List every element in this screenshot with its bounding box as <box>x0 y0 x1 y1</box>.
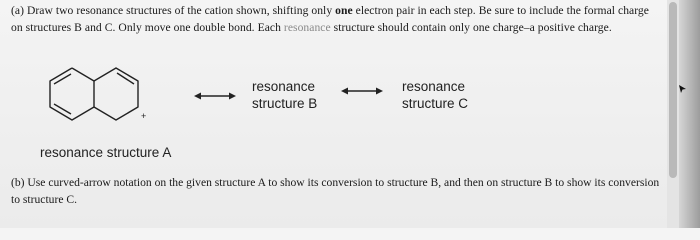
label-c-line1: resonance <box>402 79 466 94</box>
label-b-line1: resonance <box>252 79 316 94</box>
resonance-arrow-2 <box>340 85 384 97</box>
screen-edge <box>679 0 700 228</box>
resonance-arrow-1 <box>193 90 237 102</box>
label-structure-c <box>402 78 468 112</box>
label-structure-a: resonance structure A <box>40 145 172 160</box>
question-b-text: (b) Use curved-arrow notation on the given structure A to show its conversion to structure B, and then on structure B to show its conversion to structure C. <box>11 176 660 206</box>
question-a-mid: electron pair in each step. Be sure to include the formal charge on structures B and C. Only move one double bond. Each <box>11 4 649 34</box>
cation-structure-a <box>40 56 190 146</box>
label-structure-b <box>252 78 317 112</box>
question-a-end: structure should contain only one charge–a positive charge. <box>330 21 612 34</box>
right-ring <box>94 68 138 120</box>
double-bond-right-top <box>117 73 134 84</box>
label-c-line2: structure C <box>402 96 469 111</box>
double-bond-left-top <box>54 74 71 84</box>
question-a-intro: (a) Draw two resonance structures of the cation shown, shifting only <box>11 4 336 17</box>
question-a-faint-word: resonance <box>283 21 331 34</box>
left-ring <box>50 68 94 120</box>
question-a-bold-word: one <box>335 4 353 17</box>
scrollbar-thumb[interactable] <box>669 2 677 178</box>
label-b-line2: structure B <box>252 96 318 111</box>
mouse-pointer-icon <box>678 84 687 94</box>
positive-charge: + <box>141 111 147 121</box>
double-bond-left-bottom <box>54 104 71 114</box>
question-a-text <box>11 2 661 36</box>
